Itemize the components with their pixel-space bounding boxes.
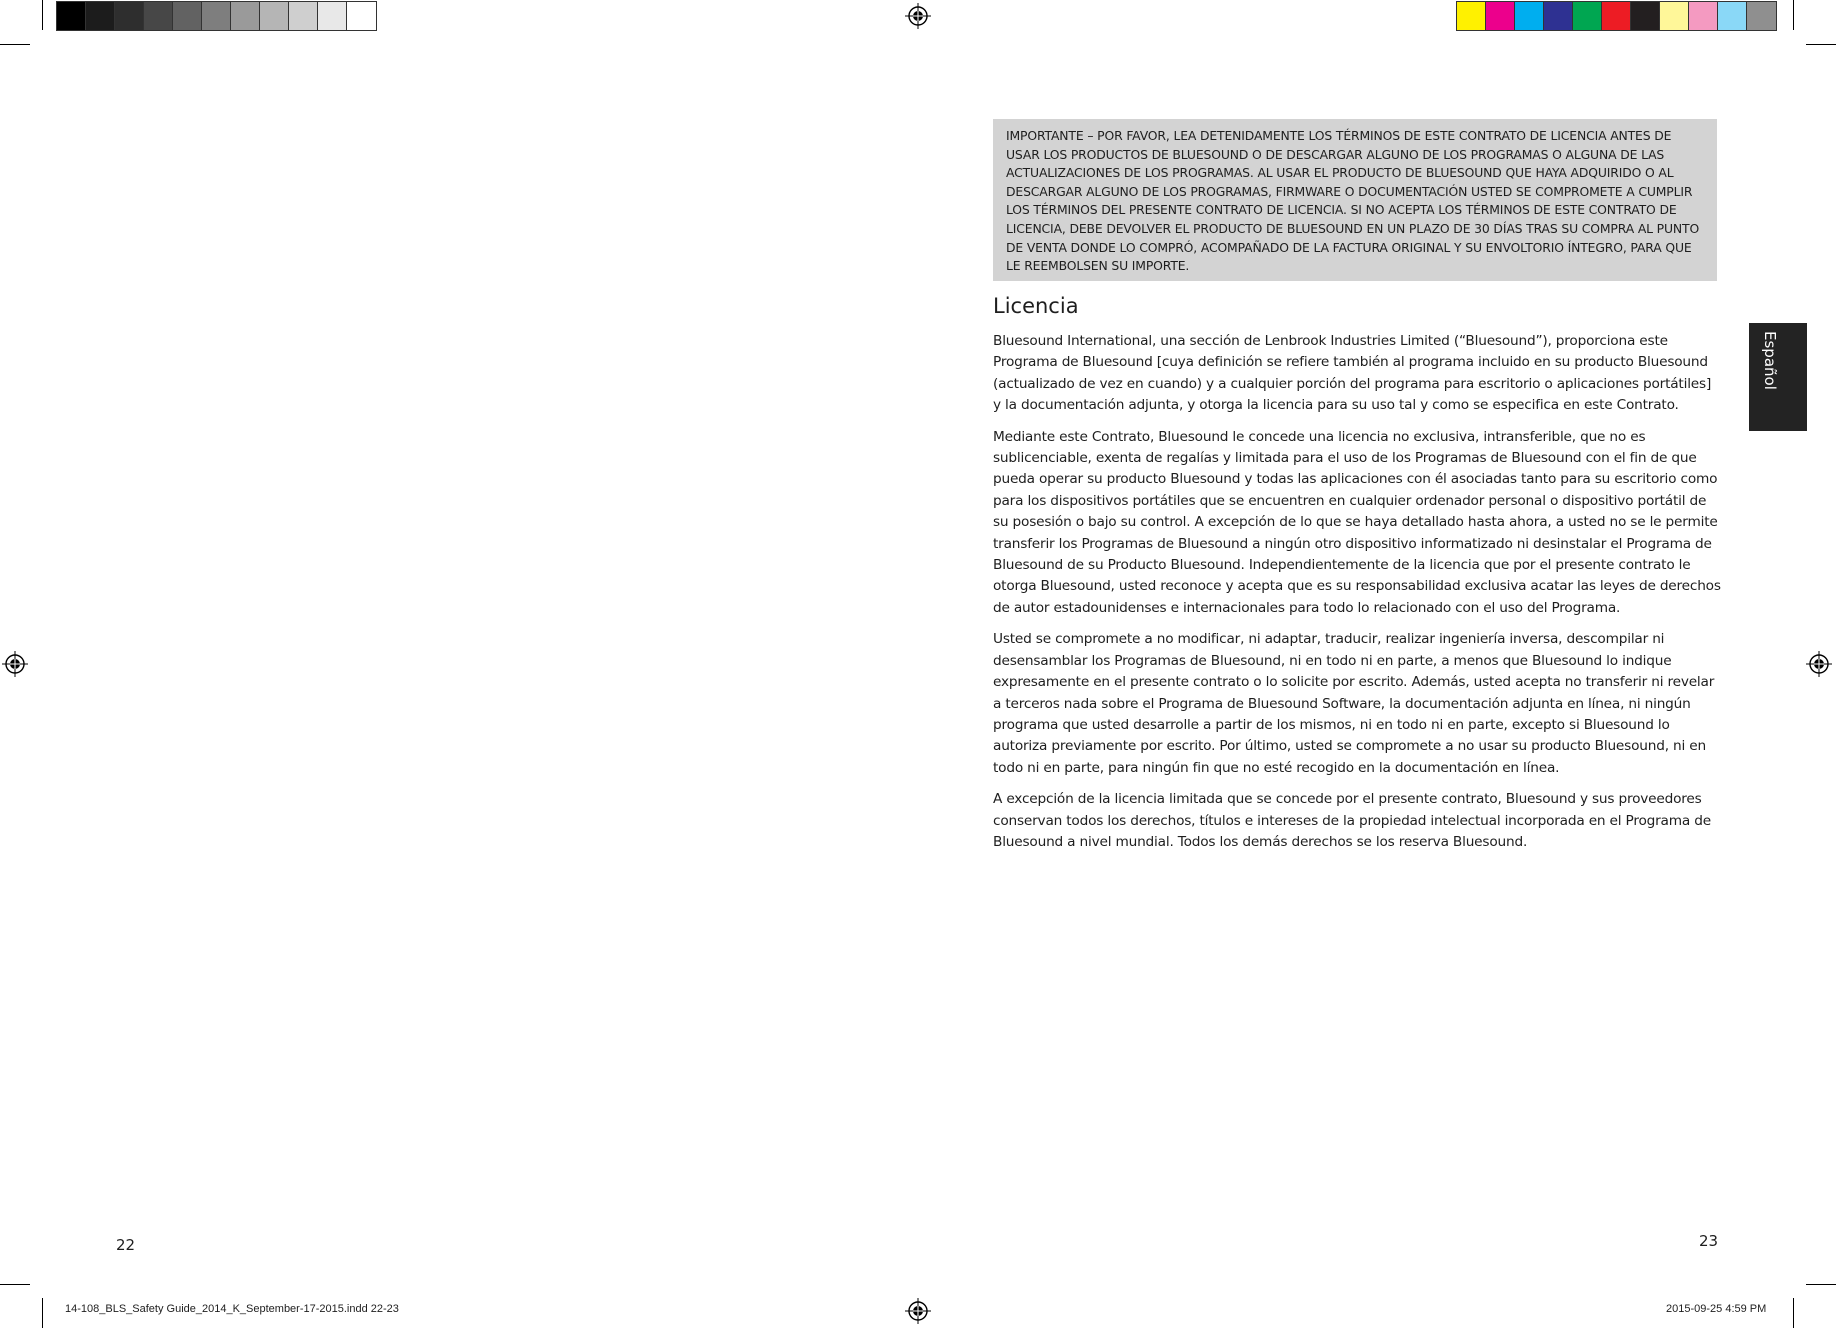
gray-swatch — [144, 2, 173, 30]
crop-mark — [42, 1298, 43, 1328]
crop-mark — [0, 44, 30, 45]
paragraph: A excepción de la licencia limitada que se concede por el presente contrato, Bluesound y sus proveedores conservan todos los derechos, títulos e intereses de la propiedad intelectual incorporada en el Programa de Bluesound a nivel mundial. Todos los demás derechos se los reserva Bluesound. — [993, 791, 1711, 850]
color-swatch — [1718, 2, 1747, 30]
paragraph: Mediante este Contrato, Bluesound le concede una licencia no exclusiva, intransferible, que no es sublicenciable, exenta de regalías y limitada para el uso de los Programas de Bluesound con el fin de que pueda operar su producto Bluesound y todas las aplicaciones con él asociadas tanto para su escritorio como para los dispositivos portátiles que se encuentren en cualquier ordenador personal o dispositivo portátil de su posesión o bajo su control. A excepción de lo que se haya detallado hasta ahora, a usted no se le permite transferir los Programas de Bluesound a ningún otro dispositivo informatizado ni desinstalar el Programa de Bluesound de su Producto Bluesound. Independientemente de la licencia que por el presente contrato le otorga Bluesound, usted reconoce y acepta que es su responsabilidad exclusiva acatar las leyes de derechos de autor estadounidenses e internacionales para todo lo relacionado con el uso del Programa. — [993, 428, 1721, 616]
registration-mark-icon — [2, 651, 28, 677]
license-body — [993, 331, 1721, 863]
color-swatch — [1486, 2, 1515, 30]
color-swatch — [1515, 2, 1544, 30]
gray-swatch — [57, 2, 86, 30]
crop-mark — [0, 1284, 30, 1285]
registration-mark-icon — [1806, 651, 1832, 677]
gray-swatch — [202, 2, 231, 30]
registration-mark-icon — [905, 3, 931, 29]
crop-mark — [1806, 44, 1836, 45]
paragraph: Usted se compromete a no modificar, ni adaptar, traducir, realizar ingeniería inversa, descompilar ni desensamblar los Programas de Bluesound, ni en todo ni en parte, a menos que Bluesound lo indique expresamente en el presente contrato o lo solicite por escrito. Además, usted acepta no transferir ni revelar a terceros nada sobre el Programa de Bluesound Software, la documentación adjunta en línea, ni ningún programa que usted desarrolle a partir de los mismos, ni en todo ni en parte, excepto si Bluesound lo autoriza previamente por escrito. Por último, usted se compromete a no usar su producto Bluesound, ni en todo ni en parte, para ningún fin que no esté recogido en la documentación en línea. — [993, 631, 1715, 776]
color-swatch — [1573, 2, 1602, 30]
slug-filename: 14-108_BLS_Safety Guide_2014_K_September-17-2015.indd 22-23 — [65, 1303, 399, 1315]
registration-mark-icon — [905, 1298, 931, 1324]
gray-swatch — [86, 2, 115, 30]
language-tab — [1749, 323, 1807, 431]
page-number-right: 23 — [1699, 1232, 1719, 1250]
crop-mark — [1793, 1298, 1794, 1328]
gray-swatch — [260, 2, 289, 30]
crop-mark — [42, 0, 43, 30]
page-number-left: 22 — [116, 1236, 136, 1254]
gray-swatch — [173, 2, 202, 30]
gray-swatch — [115, 2, 144, 30]
color-swatch — [1747, 2, 1776, 30]
color-swatch — [1602, 2, 1631, 30]
process-color-bar — [1456, 1, 1777, 31]
slug-timestamp: 2015-09-25 4:59 PM — [1666, 1303, 1767, 1315]
grayscale-color-bar — [56, 1, 377, 31]
important-notice: IMPORTANTE – POR FAVOR, LEA DETENIDAMENTE LOS TÉRMINOS DE ESTE CONTRATO DE LICENCIA ANTES DE USAR LOS PRODUCTOS DE BLUESOUND O DE DESCARGAR ALGUNO DE LOS PROGRAMAS O ALGUNA DE LAS ACTUALIZACIONES DE LOS PROGRAMAS. AL USAR EL PRODUCTO DE BLUESOUND QUE HAYA ADQUIRIDO O AL DESCARGAR ALGUNO DE LOS PROGRAMAS, FIRMWARE O DOCUMENTACIÓN USTED SE COMPROMETE A CUMPLIR LOS TÉRMINOS DEL PRESENTE CONTRATO DE LICENCIA. SI NO ACEPTA LOS TÉRMINOS DE ESTE CONTRATO DE LICENCIA, DEBE DEVOLVER EL PRODUCTO DE BLUESOUND EN UN PLAZO DE 30 DÍAS TRAS SU COMPRA AL PUNTO DE VENTA DONDE LO COMPRÓ, ACOMPAÑADO DE LA FACTURA ORIGINAL Y SU ENVOLTORIO ÍNTEGRO, PARA QUE LE REEMBOLSEN SU IMPORTE. — [993, 119, 1717, 281]
color-swatch — [1457, 2, 1486, 30]
color-swatch — [1631, 2, 1660, 30]
color-swatch — [1689, 2, 1718, 30]
section-heading: Licencia — [993, 294, 1079, 318]
gray-swatch — [289, 2, 318, 30]
gray-swatch — [347, 2, 376, 30]
crop-mark — [1806, 1284, 1836, 1285]
gray-swatch — [231, 2, 260, 30]
crop-mark — [1793, 0, 1794, 30]
color-swatch — [1544, 2, 1573, 30]
color-swatch — [1660, 2, 1689, 30]
language-tab-label: Español — [1761, 331, 1779, 390]
paragraph: Bluesound International, una sección de Lenbrook Industries Limited (“Bluesound”), proporciona este Programa de Bluesound [cuya definición se refiere también al programa incluido en su producto Bluesound (actualizado de vez en cuando) y a cualquier porción del programa para escritorio o aplicaciones portátiles] y la documentación adjunta, y otorga la licencia para su uso tal y como se especifica en este Contrato. — [993, 333, 1712, 414]
gray-swatch — [318, 2, 347, 30]
